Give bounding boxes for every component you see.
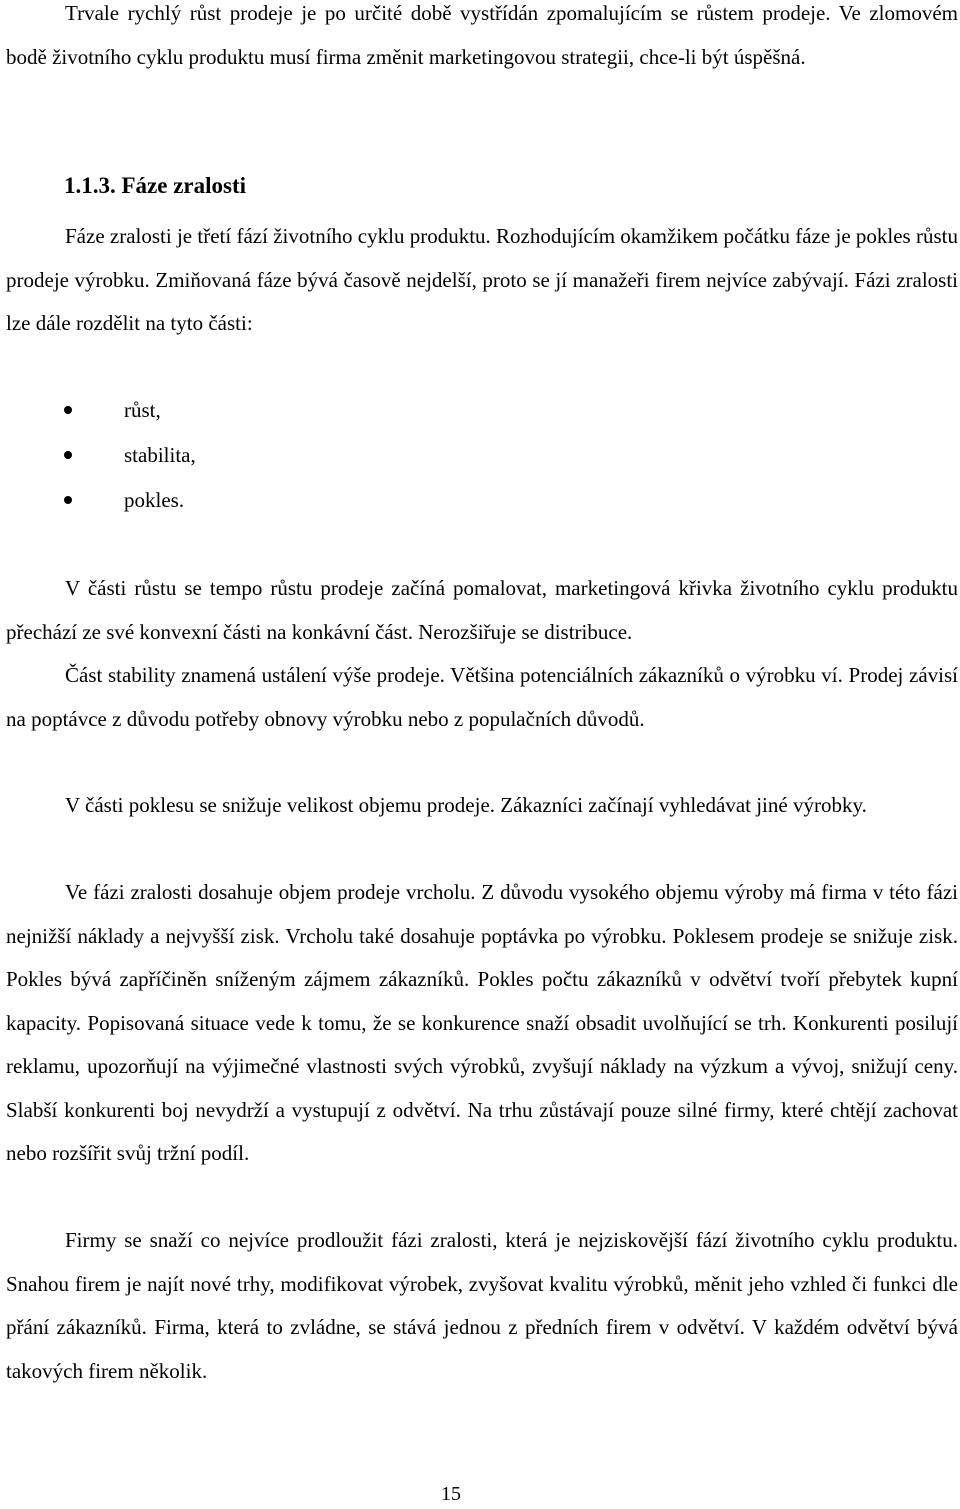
body-paragraph: Ve fázi zralosti dosahuje objem prodeje vrcholu. Z důvodu vysokého objemu výroby má firma v této fázi nejnižší náklady a nejvyšší zisk. Vrcholu také dosahuje poptávka po výrobku. Poklesem prodeje se snižuje zisk. Pokles bývá zapříčiněn sníženým zájmem zákazníků. Pokles počtu zákazníků v odvětví tvoří přebytek kupní kapacity. Popisovaná situace vede k tomu, že se konkurence snaží obsadit uvolňující se trh. Konkurenti posilují reklamu, upozorňují na výjimečné vlastnosti svých výrobků, zvyšují náklady na výzkum a vývoj, snižují ceny. Slabší konkurenti boj nevydrží a vystupují z odvětví. Na trhu zůstávají pouze silné firmy, které chtějí zachovat nebo rozšířit svůj tržní podíl.	[6, 880, 958, 1165]
bullet-icon	[64, 406, 72, 414]
section-heading: 1.1.3. Fáze zralosti	[64, 173, 247, 198]
body-paragraph: V části růstu se tempo růstu prodeje začíná pomalovat, marketingová křivka životního cyklu produktu přechází ze své konvexní části na konkávní část. Nerozšiřuje se distribuce.	[6, 576, 958, 644]
page-number: 15	[441, 1483, 461, 1505]
intro-paragraph: Trvale rychlý růst prodeje je po určité době vystřídán zpomalujícím se růstem prodeje. Ve zlomovém bodě životního cyklu produktu musí firma změnit marketingovou strategii, chce-li být úspěšná.	[6, 1, 958, 69]
list-item-text: růst,	[124, 398, 161, 422]
body-paragraph: V části poklesu se snižuje velikost objemu prodeje. Zákazníci začínají vyhledávat jiné výrobky.	[65, 793, 867, 817]
list-item-text: stabilita,	[124, 443, 196, 467]
bullet-icon	[64, 496, 72, 504]
list-item-text: pokles.	[124, 488, 185, 512]
section-intro-paragraph: Fáze zralosti je třetí fází životního cyklu produktu. Rozhodujícím okamžikem počátku fáze je pokles růstu prodeje výrobku. Zmiňovaná fáze bývá časově nejdelší, proto se jí manažeři firem nejvíce zabývají. Fázi zralosti lze dále rozdělit na tyto části:	[6, 224, 958, 335]
body-paragraph: Firmy se snaží co nejvíce prodloužit fázi zralosti, která je nejziskovější fází životního cyklu produktu. Snahou firem je najít nové trhy, modifikovat výrobek, zvyšovat kvalitu výrobků, měnit jeho vzhled či funkci dle přání zákazníků. Firma, která to zvládne, se stává jednou z předních firem v odvětví. V každém odvětví bývá takových firem několik.	[6, 1228, 958, 1383]
bullet-icon	[64, 451, 72, 459]
body-paragraph: Část stability znamená ustálení výše prodeje. Většina potenciálních zákazníků o výrobku ví. Prodej závisí na poptávce z důvodu potřeby obnovy výrobku nebo z populačních důvodů.	[6, 663, 958, 731]
